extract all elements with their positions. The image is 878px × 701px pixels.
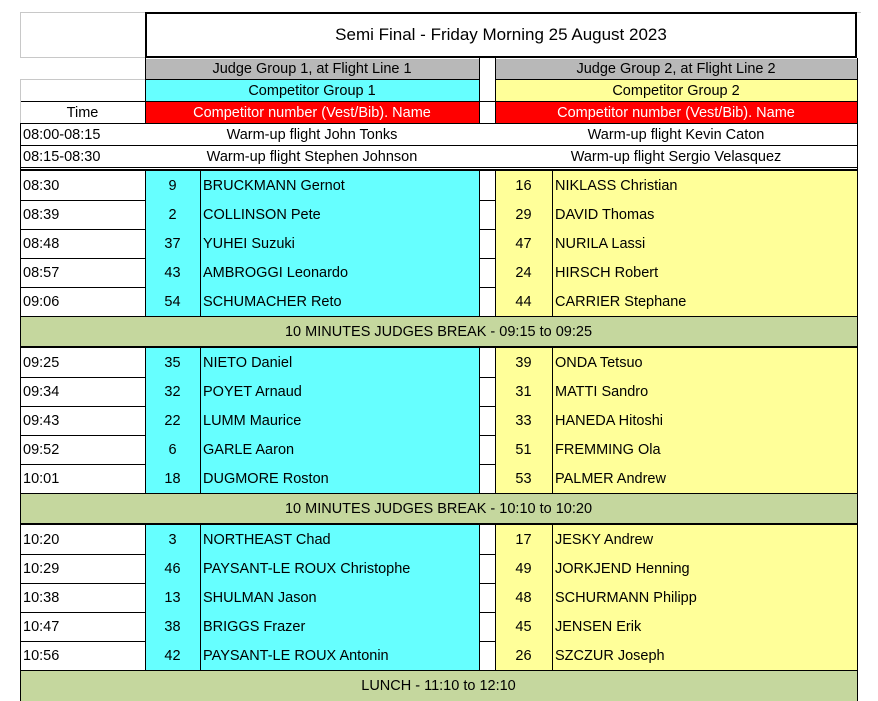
slot-time: 08:39 (23, 206, 60, 223)
competitor-number: 39 (495, 348, 552, 377)
warmup-flight-group-1: Warm-up flight John Tonks (226, 126, 398, 143)
competitor-number: 54 (145, 287, 200, 316)
competitor-name: PAYSANT-LE ROUX Antonin (200, 641, 479, 670)
competitor-number: 17 (495, 525, 552, 554)
competitor-name: NURILA Lassi (552, 229, 857, 258)
competitor-name: CARRIER Stephane (552, 287, 857, 316)
competitor-number: 44 (495, 287, 552, 316)
rule-line (495, 79, 857, 80)
rule-line (857, 169, 858, 316)
rule-line (20, 79, 145, 80)
competitor-number: 16 (495, 171, 552, 200)
rule-line (20, 79, 21, 123)
page-title: Semi Final - Friday Morning 25 August 2023 (145, 12, 857, 58)
competitor-number: 35 (145, 348, 200, 377)
competitor-name: PALMER Andrew (552, 464, 857, 493)
rule-line (552, 169, 553, 316)
slot-time: 09:25 (23, 354, 60, 371)
rule-line (200, 169, 201, 316)
competitor-number: 9 (145, 171, 200, 200)
slot-time: 09:34 (23, 383, 60, 400)
competitor-number: 51 (495, 435, 552, 464)
slot-time: 10:29 (23, 560, 60, 577)
time-header: Time (66, 104, 99, 121)
competitor-name: DAVID Thomas (552, 200, 857, 229)
slot-time: 08:57 (23, 264, 60, 281)
competitor-number: 37 (145, 229, 200, 258)
competitor-number: 48 (495, 583, 552, 612)
rule-line (145, 169, 146, 316)
rule-line (200, 346, 201, 493)
competitor-name: NORTHEAST Chad (200, 525, 479, 554)
judge-group-1: Judge Group 1, at Flight Line 1 (145, 59, 479, 79)
slot-time: 10:38 (23, 589, 60, 606)
competitor-number: 49 (495, 554, 552, 583)
rule-line (495, 346, 496, 493)
column-header-2: Competitor number (Vest/Bib). Name (495, 102, 857, 123)
rule-line (857, 58, 858, 123)
rule-line (495, 58, 496, 123)
competitor-number: 38 (145, 612, 200, 641)
competitor-name: BRUCKMANN Gernot (200, 171, 479, 200)
rule-line (20, 12, 21, 58)
competitor-name: MATTI Sandro (552, 377, 857, 406)
slot-time: 09:52 (23, 441, 60, 458)
competitor-number: 43 (145, 258, 200, 287)
competitor-name: LUMM Maurice (200, 406, 479, 435)
lunch-break-row: LUNCH - 11:10 to 12:10 (20, 671, 857, 701)
rule-line (145, 58, 146, 123)
slot-time: 10:47 (23, 618, 60, 635)
competitor-name: COLLINSON Pete (200, 200, 479, 229)
competitor-number: 24 (495, 258, 552, 287)
slot-time: 08:48 (23, 235, 60, 252)
rule-line (200, 523, 201, 670)
slot-time: 08:30 (23, 177, 60, 194)
rule-line (20, 167, 857, 168)
slot-time: 09:06 (23, 293, 60, 310)
judges-break-row: 10 MINUTES JUDGES BREAK - 09:15 to 09:25 (20, 317, 857, 346)
rule-line (145, 79, 479, 80)
competitor-number: 2 (145, 200, 200, 229)
competitor-name: SCHURMANN Philipp (552, 583, 857, 612)
slot-time: 10:01 (23, 470, 60, 487)
competitor-name: POYET Arnaud (200, 377, 479, 406)
rule-line (145, 346, 146, 493)
competitor-number: 31 (495, 377, 552, 406)
rule-line (857, 523, 858, 670)
rule-line (479, 346, 480, 493)
judge-group-2: Judge Group 2, at Flight Line 2 (495, 59, 857, 79)
judges-break-row: 10 MINUTES JUDGES BREAK - 10:10 to 10:20 (20, 494, 857, 523)
rule-line (20, 493, 21, 523)
rule-line (20, 346, 21, 493)
rule-line (552, 523, 553, 670)
rule-line (857, 670, 858, 701)
rule-line (495, 523, 496, 670)
competitor-name: JORKJEND Henning (552, 554, 857, 583)
competitor-number: 45 (495, 612, 552, 641)
competitor-name: SHULMAN Jason (200, 583, 479, 612)
rule-line (20, 123, 21, 169)
rule-line (20, 316, 21, 346)
competitor-number: 13 (145, 583, 200, 612)
competitor-name: HANEDA Hitoshi (552, 406, 857, 435)
competitor-number: 3 (145, 525, 200, 554)
slot-time: 09:43 (23, 412, 60, 429)
competitor-name: ONDA Tetsuo (552, 348, 857, 377)
rule-line (479, 523, 480, 670)
competitor-number: 6 (145, 435, 200, 464)
rule-line (20, 670, 21, 701)
competitor-number: 33 (495, 406, 552, 435)
rule-line (20, 57, 145, 58)
competitor-number: 29 (495, 200, 552, 229)
competitor-name: SZCZUR Joseph (552, 641, 857, 670)
warmup-time: 08:00-08:15 (23, 126, 101, 143)
rule-line (857, 493, 858, 523)
competitor-name: PAYSANT-LE ROUX Christophe (200, 554, 479, 583)
competitor-number: 22 (145, 406, 200, 435)
competitor-name: FREMMING Ola (552, 435, 857, 464)
competitor-number: 47 (495, 229, 552, 258)
rule-line (857, 123, 858, 169)
competitor-number: 32 (145, 377, 200, 406)
competitor-number: 46 (145, 554, 200, 583)
competitor-name: JESKY Andrew (552, 525, 857, 554)
competitor-name: HIRSCH Robert (552, 258, 857, 287)
competitor-name: YUHEI Suzuki (200, 229, 479, 258)
slot-time: 10:56 (23, 647, 60, 664)
competitor-name: JENSEN Erik (552, 612, 857, 641)
competitor-number: 53 (495, 464, 552, 493)
rule-line (145, 523, 146, 670)
warmup-time: 08:15-08:30 (23, 148, 101, 165)
warmup-flight-group-2: Warm-up flight Sergio Velasquez (570, 148, 782, 165)
column-header-1: Competitor number (Vest/Bib). Name (145, 102, 479, 123)
warmup-flight-group-2: Warm-up flight Kevin Caton (587, 126, 765, 143)
competitor-name: NIETO Daniel (200, 348, 479, 377)
competitor-name: DUGMORE Roston (200, 464, 479, 493)
rule-line (20, 169, 21, 316)
rule-line (479, 58, 480, 123)
competitor-name: NIKLASS Christian (552, 171, 857, 200)
competitor-name: BRIGGS Frazer (200, 612, 479, 641)
rule-line (479, 169, 480, 316)
rule-line (20, 523, 21, 670)
warmup-flight-group-1: Warm-up flight Stephen Johnson (206, 148, 418, 165)
competitor-number: 42 (145, 641, 200, 670)
competitor-group-2: Competitor Group 2 (495, 80, 857, 101)
competitor-name: AMBROGGI Leonardo (200, 258, 479, 287)
competitor-name: GARLE Aaron (200, 435, 479, 464)
rule-line (495, 169, 496, 316)
competitor-name: SCHUMACHER Reto (200, 287, 479, 316)
competitor-number: 26 (495, 641, 552, 670)
rule-line (857, 316, 858, 346)
competitor-number: 18 (145, 464, 200, 493)
slot-time: 10:20 (23, 531, 60, 548)
rule-line (552, 346, 553, 493)
competitor-group-1: Competitor Group 1 (145, 80, 479, 101)
rule-line (857, 346, 858, 493)
